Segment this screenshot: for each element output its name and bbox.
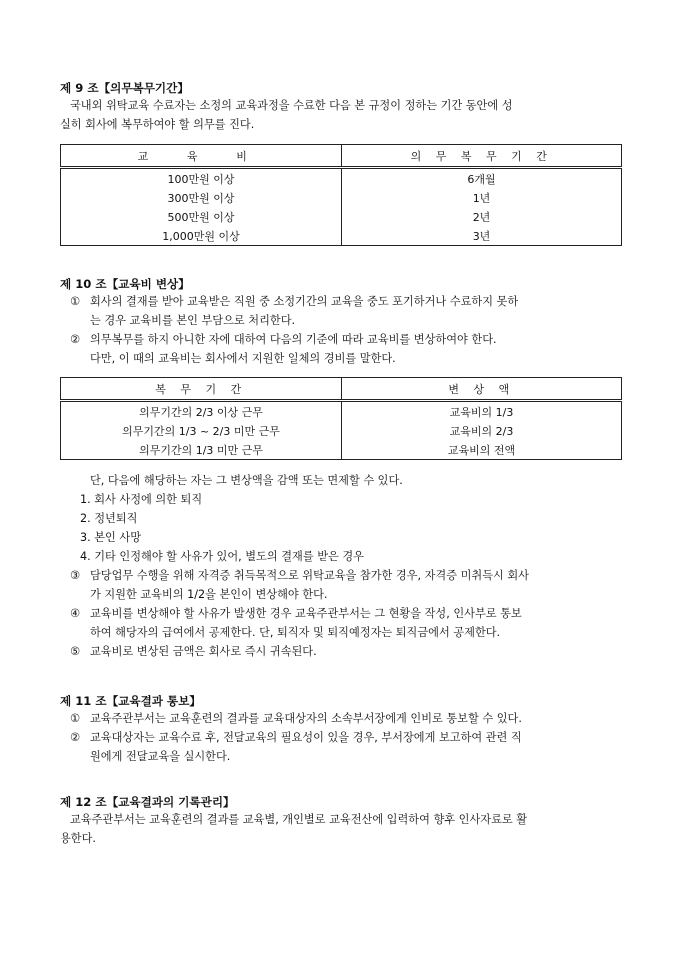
item-text: 의무복무를 하지 아니한 자에 대하여 다음의 기준에 따라 교육비를 변상하여야 한다. [90, 333, 497, 346]
list-item [60, 566, 622, 585]
list-item [60, 709, 622, 728]
article-10-heading: 제 10 조【교육비 변상】 [60, 277, 190, 291]
item-number: ① [70, 712, 81, 725]
column-header-label: 변 상 액 [448, 382, 515, 396]
column-header-label: 복 무 기 간 [155, 382, 247, 396]
item-number: ⑤ [70, 645, 81, 658]
table-cell: 3년 [342, 226, 622, 246]
table-cell: 교육비의 1/3 [342, 401, 622, 422]
article-11-heading: 제 11 조【교육결과 통보】 [60, 694, 202, 708]
table-cell: 100만원 이상 [61, 168, 342, 189]
table-cell: 의무기간의 1/3 ~ 2/3 미만 근무 [61, 421, 342, 440]
item-text: 교육대상자는 교육수료 후, 전달교육의 필요성이 있을 경우, 부서장에게 보고하여 관련 직 [90, 731, 522, 744]
table-cell: 6개월 [342, 168, 622, 189]
item-text: 회사의 결재를 받아 교육받은 직원 중 소정기간의 교육을 중도 포기하거나 수료하지 못하 [90, 295, 519, 308]
article-10-continued [60, 471, 622, 661]
item-number: ④ [70, 607, 81, 620]
table-row [61, 440, 622, 460]
table-cell: 1,000만원 이상 [61, 226, 342, 246]
article-12-text-line: 용한다. [60, 832, 96, 845]
reimbursement-table [60, 377, 622, 460]
table-cell: 300만원 이상 [61, 188, 342, 207]
column-header-service-term [61, 378, 342, 401]
exemption-item: 1. 회사 사정에 의한 퇴직 [80, 493, 203, 506]
item-text-continued: 다만, 이 때의 교육비는 회사에서 지원한 일체의 경비를 말한다. [90, 352, 396, 365]
item-number: ③ [70, 569, 81, 582]
article-9-text-line: 실히 회사에 복무하여야 할 의무를 진다. [60, 118, 255, 131]
list-item [60, 330, 622, 349]
item-text-continued: 가 지원한 교육비의 1/2을 본인이 변상해야 한다. [90, 588, 328, 601]
education-cost-table [60, 144, 622, 246]
article-9-text-line: 국내외 위탁교육 수료자는 소정의 교육과정을 수료한 다음 본 규정이 정하는 기간 동안에 성 [70, 99, 513, 112]
table-cell: 교육비의 2/3 [342, 421, 622, 440]
table-row [61, 188, 622, 207]
table-header-row [61, 145, 622, 168]
column-header-label: 의 무 복 무 기 간 [410, 149, 553, 163]
item-number: ① [70, 295, 81, 308]
table-row [61, 401, 622, 422]
item-text: 교육비를 변상해야 할 사유가 발생한 경우 교육주관부서는 그 현황을 작성, 인사부로 통보 [90, 607, 522, 620]
list-item [60, 604, 622, 623]
table-cell: 교육비의 전액 [342, 440, 622, 460]
list-item [60, 642, 622, 661]
table-cell: 500만원 이상 [61, 207, 342, 226]
article-12-heading: 제 12 조【교육결과의 기록관리】 [60, 795, 235, 809]
table-cell: 의무기간의 2/3 이상 근무 [61, 401, 342, 422]
exemption-item: 2. 정년퇴직 [80, 512, 138, 525]
table-row [61, 226, 622, 246]
table-cell: 의무기간의 1/3 미만 근무 [61, 440, 342, 460]
article-11 [60, 693, 622, 766]
article-12-text-line: 교육주관부서는 교육훈련의 결과를 교육별, 개인별로 교육전산에 입력하여 향후 인사자료로 활 [70, 813, 528, 826]
list-item [60, 728, 622, 747]
exemption-item: 3. 본인 사망 [80, 531, 142, 544]
column-header-education-cost [61, 145, 342, 168]
article-9-heading: 제 9 조【의무복무기간】 [60, 81, 189, 95]
item-text: 담당업무 수행을 위해 자격증 취득목적으로 위탁교육을 참가한 경우, 자격증 미취득시 회사 [90, 569, 529, 582]
table-header-row [61, 378, 622, 401]
table-row [61, 207, 622, 226]
item-number: ② [70, 731, 81, 744]
item-text-continued: 는 경우 교육비를 본인 부담으로 처리한다. [90, 314, 296, 327]
column-header-label: 교 육 비 [137, 149, 265, 163]
exemption-note: 단, 다음에 해당하는 자는 그 변상액을 감액 또는 면제할 수 있다. [90, 474, 403, 487]
list-item [60, 292, 622, 311]
table-cell: 1년 [342, 188, 622, 207]
column-header-service-period [342, 145, 622, 168]
item-text-continued: 하여 해당자의 급여에서 공제한다. 단, 퇴직자 및 퇴직예정자는 퇴직금에서 공제한다. [90, 626, 501, 639]
exemption-item: 4. 기타 인정해야 할 사유가 있어, 별도의 결재를 받은 경우 [80, 550, 364, 563]
table-row [61, 421, 622, 440]
item-text-continued: 원에게 전달교육을 실시한다. [90, 750, 231, 763]
table-cell: 2년 [342, 207, 622, 226]
item-number: ② [70, 333, 81, 346]
column-header-reimbursement [342, 378, 622, 401]
article-10 [60, 276, 622, 368]
article-9 [60, 80, 622, 134]
table-row [61, 168, 622, 189]
article-12 [60, 794, 622, 848]
item-text: 교육비로 변상된 금액은 회사로 즉시 귀속된다. [90, 645, 317, 658]
item-text: 교육주관부서는 교육훈련의 결과를 교육대상자의 소속부서장에게 인비로 통보할 수 있다. [90, 712, 522, 725]
